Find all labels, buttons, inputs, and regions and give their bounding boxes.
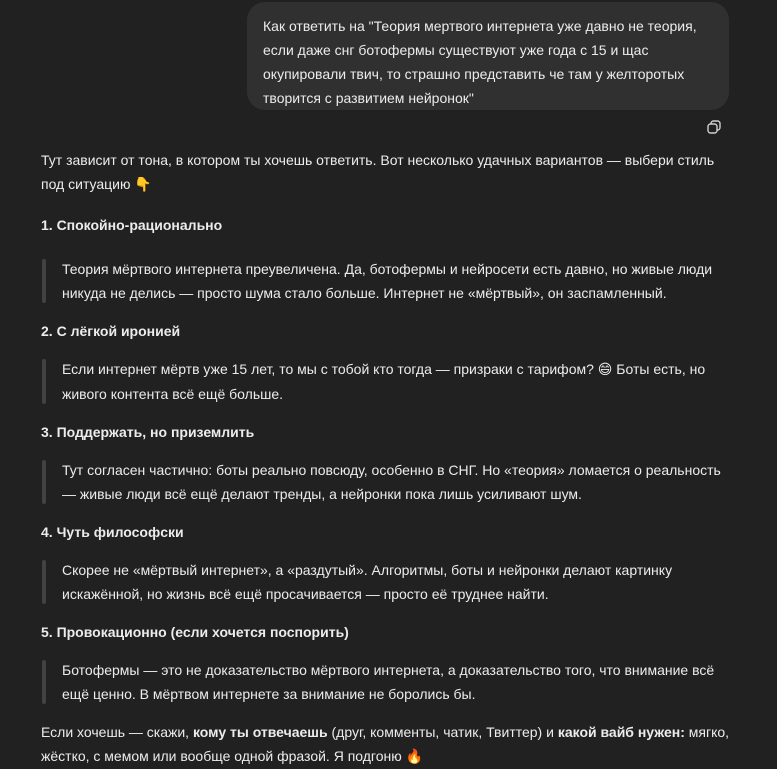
grinning-emoji-icon: 😄 (597, 362, 613, 378)
copy-icon (703, 118, 725, 138)
user-message-text: Как ответить на "Теория мертвого интернета уже давно не теория, если даже снг ботофермы существуют уже года с 15 и щас окупировали твич, то страшно представить че там у желторотых творится с развитием нейронок" (263, 18, 697, 106)
user-message-bubble (247, 2, 729, 110)
outro-bold-2: какой вайб нужен: (557, 724, 685, 740)
option-5-heading: 5. Провокационно (если хочется поспорить) (41, 624, 349, 640)
option-2-quote (41, 357, 731, 406)
assistant-message (41, 148, 731, 769)
option-1-quote: Теория мёртвого интернета преувеличена. Да, ботофермы и нейросети есть давно, но живые люди никуда не делись — просто шума стало больше. Интернет не «мёртвый», он заспамленный. (41, 257, 731, 305)
intro-text: Тут зависит от тона, в котором ты хочешь ответить. Вот несколько удачных вариантов — выбери стиль под ситуацию (41, 152, 715, 192)
copy-button[interactable] (703, 118, 725, 138)
intro-paragraph (41, 148, 731, 197)
option-4-quote: Скорее не «мёртвый интернет», а «раздутый». Алгоритмы, боты и нейронки делают картинку искажённой, но жизнь всё ещё просачивается — просто её труднее найти. (41, 558, 731, 606)
fire-emoji-icon: 🔥 (405, 749, 424, 765)
pointing-down-emoji-icon: 👇 (134, 177, 152, 193)
option-1-heading: 1. Спокойно-рационально (41, 217, 223, 233)
outro-text-2: (друг, комменты, чатик, Твиттер) и (327, 724, 558, 740)
outro-text-1: Если хочешь — скажи, (41, 724, 193, 740)
outro-text-3: мягко, жёстко, с мемом или вообще одной фразой. Я подгоню (41, 724, 730, 764)
option-2-quote-text-b: Боты есть, но живого контента всё ещё больше. (62, 361, 706, 402)
option-2-quote-text-a: Если интернет мёртв уже 15 лет, то мы с тобой кто тогда — призраки с тарифом? (62, 361, 594, 377)
option-3-quote: Тут согласен частично: боты реально повсюду, особенно в СНГ. Но «теория» ломается о реальность — живые люди всё ещё делают тренды, а нейронки пока лишь усиливают шум. (41, 458, 731, 506)
outro-bold-1: кому ты отвечаешь (192, 724, 328, 740)
option-3-heading: 3. Поддержать, но приземлить (41, 424, 255, 440)
option-2-heading: 2. С лёгкой иронией (41, 323, 181, 339)
option-5-quote: Ботофермы — это не доказательство мёртвого интернета, а доказательство того, что внимание всё ещё ценно. В мёртвом интернете за внимание не боролись бы. (41, 658, 731, 706)
outro-paragraph (41, 720, 731, 769)
option-4-heading: 4. Чуть философски (41, 524, 184, 540)
